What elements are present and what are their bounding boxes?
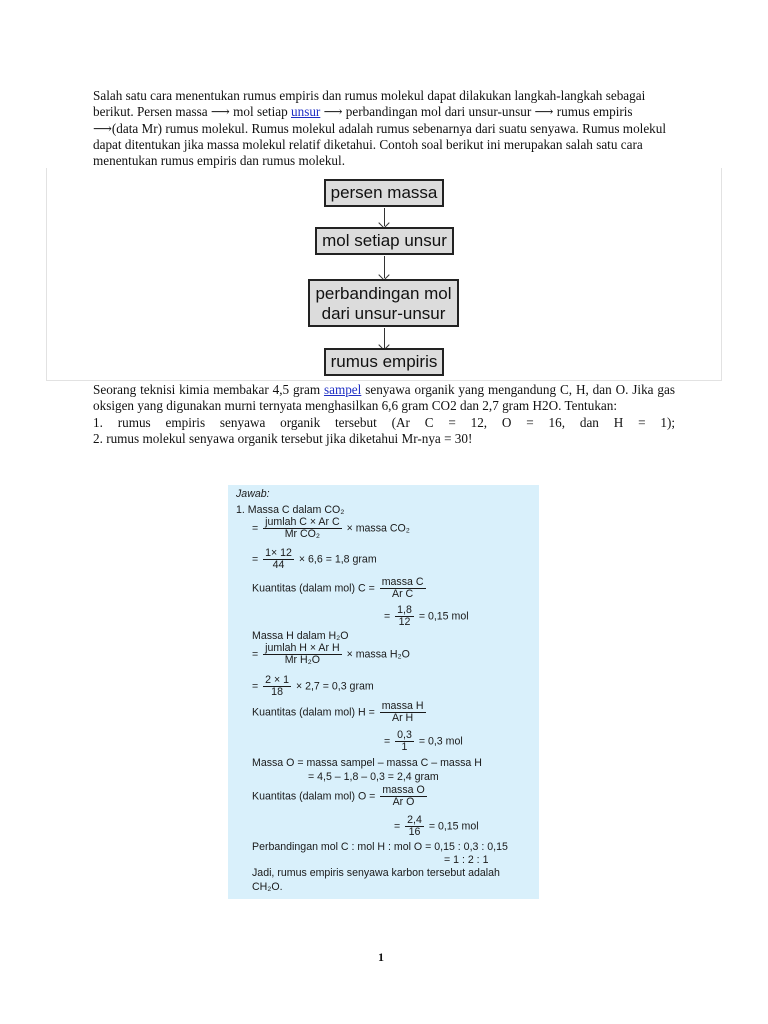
problem-paragraph (93, 382, 675, 447)
answer-box (228, 485, 539, 899)
ratio-line-1: Perbandingan mol C : mol H : mol O = 0,15 : 0,3 : 0,15 (252, 841, 508, 853)
arrow-down-icon (384, 328, 385, 348)
carbon-mol: Kuantitas (dalam mol) C = $\frac{\text{massa C}}{\text{Ar C}}$ (252, 576, 424, 600)
intro-paragraph: Salah satu cara menentukan rumus empiris dan rumus molekul dapat dilakukan langkah-langkah sebagai berikut. Persen massa ⟶ mol setiap unsur ⟶ perbandingan mol dari unsur-unsur ⟶ rumus empiris ⟶(data Mr) rumus molekul. Rumus molekul adalah rumus sebenarnya dari suatu senyawa. Rumus molekul dapat ditentukan jika massa molekul relatif diketahui. Contoh soal berikut ini merupakan salah satu cara menentukan rumus empiris dan rumus molekul. (93, 88, 667, 169)
arrow-down-icon (384, 256, 385, 278)
hydrogen-mol-result: = $\frac{0,3}{1}$ = 0,3 mol (384, 729, 463, 753)
flow-step-perbandingan-mol (308, 279, 459, 327)
flow-step-rumus-empiris: rumus empiris (324, 348, 444, 376)
arrow-down-icon (384, 208, 385, 226)
oxygen-mol: Kuantitas (dalam mol) O = $\frac{\text{massa O}}{\text{Ar O}}$ (252, 784, 425, 808)
carbon-calc: = $\frac{1\times 12}{44}$ × 6,6 = 1,8 gram (252, 547, 377, 571)
flow-step-line-1: perbandingan mol (315, 284, 452, 303)
hydrogen-title: Massa H dalam H₂O (252, 630, 349, 642)
carbon-formula: = $\frac{\text{jumlah C × Ar C}}{\text{Mr CO₂}}$ × massa CO₂ (252, 516, 410, 540)
problem-text: Seorang teknisi kimia membakar 4,5 gram sampel senyawa organik yang mengandung C, H, dan O. Jika gas oksigen yang digunakan murni ternyata menghasilkan 6,6 gram CO2 dan 2,7 gram H2O. Tentukan: (93, 382, 675, 414)
ratio-line-2: = 1 : 2 : 1 (444, 854, 489, 866)
conclusion-line-2: CH₂O. (252, 881, 283, 893)
flow-step-line-2: dari unsur-unsur (321, 304, 446, 323)
flow-step-persen-massa: persen massa (324, 179, 444, 207)
question-1: 1. rumus empiris senyawa organik tersebut (Ar C = 12, O = 16, dan H = 1); (93, 414, 675, 430)
oxygen-mol-result: = $\frac{2,4}{16}$ = 0,15 mol (394, 814, 479, 838)
sampel-link[interactable]: sampel (323, 382, 362, 397)
hydrogen-formula: = $\frac{\text{jumlah H × Ar H}}{\text{Mr H₂O}}$ × massa H₂O (252, 642, 410, 666)
flowchart (46, 168, 722, 381)
hydrogen-calc: = $\frac{2 \times 1}{18}$ × 2,7 = 0,3 gram (252, 674, 374, 698)
carbon-title: 1. Massa C dalam CO₂ (236, 504, 345, 516)
unsur-link[interactable]: unsur (291, 104, 321, 120)
page-number: 1 (378, 950, 384, 964)
answer-heading: Jawab: (236, 488, 270, 500)
question-2: 2. rumus molekul senyawa organik tersebut jika diketahui Mr-nya = 30! (93, 430, 473, 446)
carbon-mol-result: = $\frac{1,8}{12}$ = 0,15 mol (384, 604, 469, 628)
conclusion-line-1: Jadi, rumus empiris senyawa karbon tersebut adalah (252, 867, 500, 879)
oxygen-line-1: Massa O = massa sampel – massa C – massa H (252, 757, 482, 769)
flow-step-mol-setiap-unsur: mol setiap unsur (315, 227, 454, 255)
hydrogen-mol: Kuantitas (dalam mol) H = $\frac{\text{massa H}}{\text{Ar H}}$ (252, 700, 424, 724)
oxygen-line-2: = 4,5 – 1,8 – 0,3 = 2,4 gram (308, 771, 439, 783)
